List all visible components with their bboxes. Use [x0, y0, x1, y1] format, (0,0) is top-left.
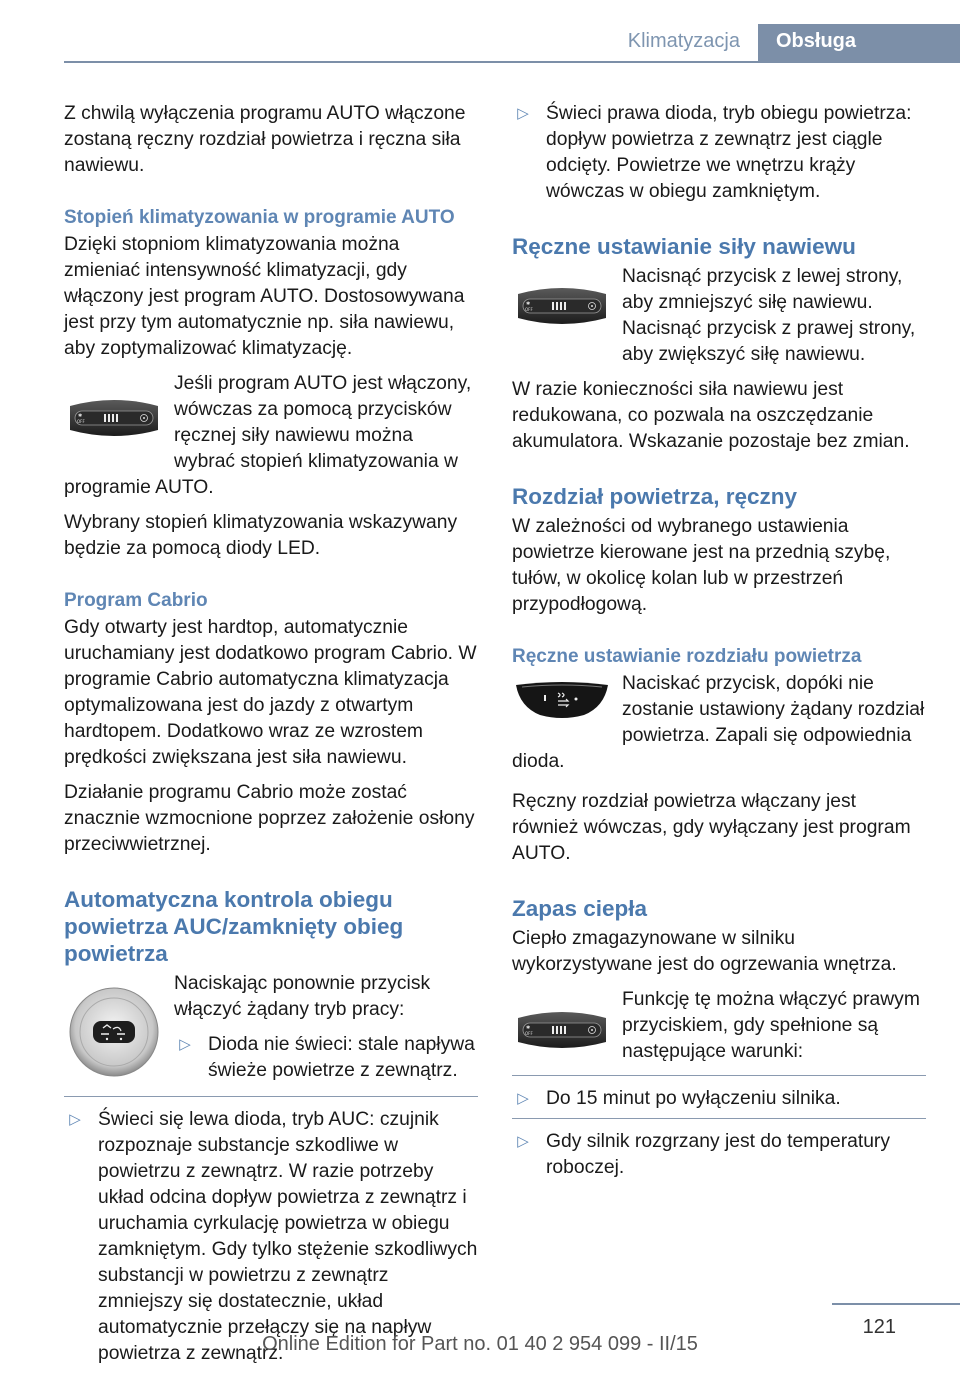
svg-text:OFF: OFF — [77, 419, 85, 424]
auc-list-first — [174, 1032, 478, 1090]
page-number: 121 — [862, 1316, 896, 1338]
paragraph-intro: Z chwilą wyłączenia programu AUTO włączone zostaną ręczny rozdział powietrza i ręczna siła nawiewu. — [64, 103, 466, 176]
paragraph-cabrio-2: Działanie programu Cabrio może zostać znacznie wzmocnione poprzez założenie osłony przeciwwietrznej. — [64, 782, 475, 855]
paragraph-stopien-1: Dzięki stopniom klimatyzowania można zmieniać intensywność klimatyzacji, gdy włączony jest program AUTO. Dostosowywana jest przy tym automatycznie np. siła nawiewu, aby zoptymalizować klimatyzację. — [64, 234, 465, 359]
auc-list — [64, 1107, 478, 1367]
header-rule — [64, 61, 960, 63]
list-item — [64, 1107, 478, 1367]
heading-reczne-rozdzial: Ręczne ustawianie rozdziału powietrza — [512, 646, 862, 667]
paragraph-sila-2: W razie konieczności siła nawiewu jest redukowana, co pozwala na oszczędzanie akumulatora. Wskazanie pozostaje bez zmian. — [512, 379, 910, 452]
list-item-text: Gdy silnik rozgrzany jest do temperatury roboczej. — [546, 1131, 890, 1178]
paragraph-rr-1: Naciskać przycisk, dopóki nie zostanie ustawiony żądany rozdział powietrza. Zapali się odpowiednia dioda. — [512, 673, 925, 772]
heading-reczne-sila: Ręczne ustawianie siły nawiewu — [512, 234, 856, 259]
air-distribution-button-icon — [512, 673, 612, 729]
svg-text:✱: ✱ — [78, 413, 83, 419]
heading-cabrio: Program Cabrio — [64, 590, 208, 611]
triangle-right-icon: ▷ — [69, 1111, 81, 1128]
list-item-text: Do 15 minut po wyłączeniu silnika. — [546, 1088, 841, 1109]
list-divider — [512, 1118, 926, 1119]
fan-control-panel-icon — [512, 989, 612, 1071]
recirculation-button-icon — [64, 973, 164, 1091]
triangle-right-icon: ▷ — [517, 105, 529, 122]
heading-auc: Automatyczna kontrola obiegu powietrza AUC/zamknięty obieg powietrza — [64, 887, 404, 966]
triangle-right-icon: ▷ — [517, 1090, 529, 1107]
heading-rozdzial: Rozdział powietrza, ręczny — [512, 484, 798, 509]
svg-text:✱: ✱ — [526, 1025, 531, 1031]
header-section-label: Klimatyzacja — [627, 30, 740, 52]
list-item — [512, 1129, 926, 1181]
list-item — [512, 101, 926, 205]
header-chapter-tab: Obsługa — [758, 24, 960, 62]
paragraph-rozdzial: W zależności od wybranego ustawienia powietrze kierowane jest na przednią szybę, tułów, w okolicę kolan lub w przestrzeń przypodłogową. — [512, 516, 891, 615]
heading-zapas: Zapas ciepła — [512, 896, 648, 921]
heading-stopien: Stopień klimatyzowania w programie AUTO — [64, 207, 455, 228]
zapas-list — [512, 1086, 926, 1112]
paragraph-stopien-3: Wybrany stopień klimatyzowania wskazywany będzie za pomocą diody LED. — [64, 512, 458, 559]
zapas-list — [512, 1129, 926, 1181]
list-divider — [64, 1096, 478, 1097]
list-item-text: Świeci się lewa dioda, tryb AUC: czujnik rozpoznaje substancje szkodliwe w powietrzu z zewnątrz. W razie potrzeby układ odcina dopływ powietrza z zewnątrz i uruchamia cyrkulację powietrza w obiegu zamkniętym. Gdy tylko stężenie szkodliwych substancji w powietrzu z zewnątrz zmniejszy się dostatecznie, układ automatycznie przełączy się na napływ powietrza z zewnątrz. — [98, 1109, 478, 1364]
footer-rule — [832, 1303, 960, 1305]
fan-control-panel-icon — [64, 373, 164, 463]
paragraph-rr-2: Ręczny rozdział powietrza włączany jest również wówczas, gdy wyłączany jest program AUTO. — [512, 791, 911, 864]
auc-list-continued — [512, 101, 926, 205]
list-item — [512, 1086, 926, 1112]
triangle-right-icon: ▷ — [517, 1133, 529, 1150]
list-item — [174, 1032, 478, 1084]
list-item-text: Dioda nie świeci: stale napływa świeże powietrze z zewnątrz. — [208, 1034, 475, 1081]
paragraph-zapas-1: Ciepło zmagazynowane w silniku wykorzystywane jest do ogrzewania wnętrza. — [512, 928, 897, 975]
edition-footer: Online Edition for Part no. 01 40 2 954 099 - II/15 — [262, 1333, 698, 1355]
svg-text:OFF: OFF — [525, 307, 533, 312]
right-column — [512, 101, 926, 1187]
paragraph-zapas-2: Funkcję tę można włączyć prawym przyciskiem, gdy spełnione są następujące warunki: — [622, 989, 920, 1062]
svg-text:✱: ✱ — [526, 301, 531, 307]
paragraph-auc: Naciskając ponownie przycisk włączyć żądany tryb pracy: — [174, 973, 431, 1020]
paragraph-stopien-2: Jeśli program AUTO jest włączony, wówczas za pomocą przycisków ręcznej siły nawiewu można wybrać stopień klimatyzowania w programie AUTO. — [64, 373, 472, 498]
paragraph-sila-1: Nacisnąć przycisk z lewej strony, aby zmniejszyć siłę nawiewu. Nacisnąć przycisk z prawej strony, aby zwiększyć siłę nawiewu. — [622, 266, 916, 365]
paragraph-cabrio-1: Gdy otwarty jest hardtop, automatycznie uruchamiany jest dodatkowo program Cabrio. W programie Cabrio automatyczna klimatyzacja optymalizowana jest do jazdy z otwartym hardtopem. Dodatkowo wraz ze wzrostem prędkości zwiększana jest siła nawiewu. — [64, 617, 477, 768]
triangle-right-icon: ▷ — [179, 1036, 191, 1053]
left-column — [64, 101, 478, 1373]
header-tabs — [600, 24, 960, 62]
svg-text:OFF: OFF — [525, 1031, 533, 1036]
list-item-text: Świeci prawa dioda, tryb obiegu powietrza: dopływ powietrza z zewnątrz jest ciągle odcięty. Powietrze we wnętrzu krąży wówczas w obiegu zamkniętym. — [546, 103, 912, 202]
fan-control-panel-icon — [512, 266, 612, 346]
list-divider — [512, 1075, 926, 1076]
